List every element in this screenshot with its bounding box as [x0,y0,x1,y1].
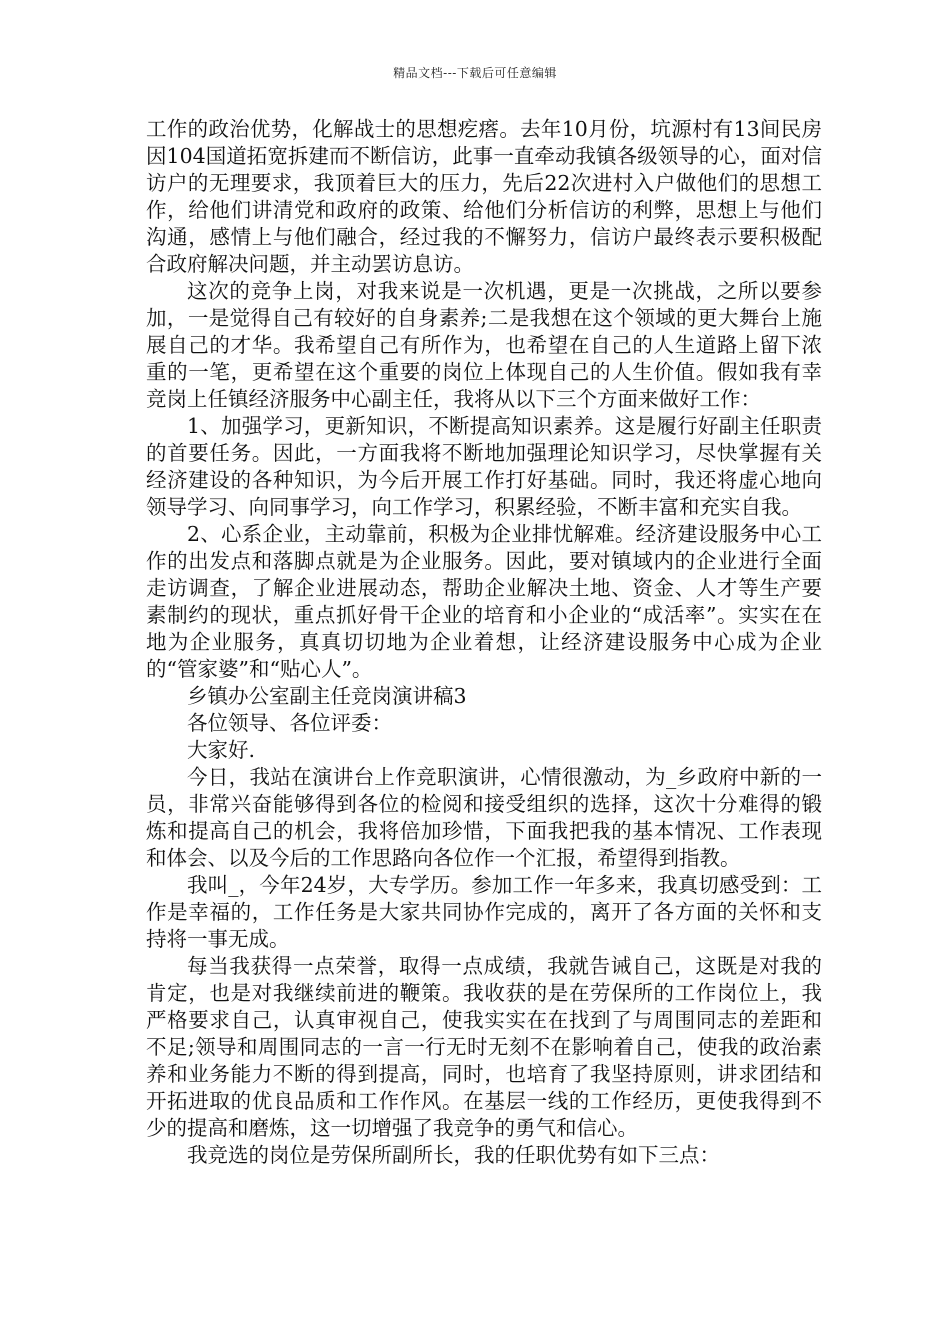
paragraph-10: 每当我获得一点荣誉，取得一点成绩，我就告诫自己，这既是对我的肯定，也是对我继续前进的鞭策。我收获的是在劳保所的工作岗位上，我严格要求自己，认真审视自己，使我实实在在找到了与周围同志的差距和不足;领导和周围同志的一言一行无时无刻不在影响着自己，使我的政治素养和业务能力不断的得到提高，同时，也培育了我坚持原则，讲求团结和开拓进取的优良品质和工作作风。在基层一线的工作经历，更使我得到不少的提高和磨炼，这一切增强了我竞争的勇气和信心。 [146,954,822,1140]
greeting: 大家好. [187,738,256,762]
paragraph-2: 这次的竞争上岗，对我来说是一次机遇，更是一次挑战，之所以要参加，一是觉得自己有较好的自身素养;二是我想在这个领域的更大舞台上施展自己的才华。我希望自己有所作为，也希望在自己的人生道路上留下浓重的一笔，更希望在这个重要的岗位上体现自己的人生价值。假如我有幸竞岗上任镇经济服务中心副主任，我将从以下三个方面来做好工作： [146,279,822,411]
paragraph-3: 1、加强学习，更新知识，不断提高知识素养。这是履行好副主任职责的首要任务。因此，一方面我将不断地加强理论知识学习，尽快掌握有关经济建设的各种知识，为今后开展工作打好基础。同时，我还将虚心地向领导学习、向同事学习，向工作学习，积累经验，不断丰富和充实自我。 [146,414,822,519]
section-title: 乡镇办公室副主任竞岗演讲稿3 [187,684,467,708]
paragraph-8: 今日，我站在演讲台上作竞职演讲，心情很激动，为_乡政府中新的一员，非常兴奋能够得到各位的检阅和接受组织的选择，这次十分难得的锻炼和提高自己的机会，我将倍加珍惜，下面我把我的基本情况、工作表现和体会、以及今后的工作思路向各位作一个汇报，希望得到指教。 [146,765,822,870]
paragraph-9: 我叫_，今年24岁，大专学历。参加工作一年多来，我真切感受到：工作是幸福的，工作任务是大家共同协作完成的，离开了各方面的关怀和支持将一事无成。 [146,873,822,951]
paragraph-1: 工作的政治优势，化解战士的思想疙瘩。去年10月份，坑源村有13间民房因104国道拓宽拆建而不断信访，此事一直牵动我镇各级领导的心，面对信访户的无理要求，我顶着巨大的压力，先后22次进村入户做他们的思想工作，给他们讲清党和政府的政策、给他们分析信访的利弊，思想上与他们沟通，感情上与他们融合，经过我的不懈努力，信访户最终表示要积极配合政府解决问题，并主动罢访息访。 [146,117,822,276]
paragraph-11: 我竞选的岗位是劳保所副所长，我的任职优势有如下三点： [187,1143,720,1167]
page-header: 精品文档---下载后可任意编辑 [393,66,557,80]
salutation: 各位领导、各位评委： [187,711,392,735]
paragraph-4: 2、心系企业，主动靠前，积极为企业排忧解难。经济建设服务中心工作的出发点和落脚点就是为企业服务。因此，要对镇域内的企业进行全面走访调查，了解企业进展动态，帮助企业解决土地、资金、人才等生产要素制约的现状，重点抓好骨干企业的培育和小企业的“成活率”。实实在在地为企业服务，真真切切地为企业着想，让经济建设服务中心成为企业的“管家婆”和“贴心人”。 [146,522,822,681]
document-body [146,116,822,1169]
